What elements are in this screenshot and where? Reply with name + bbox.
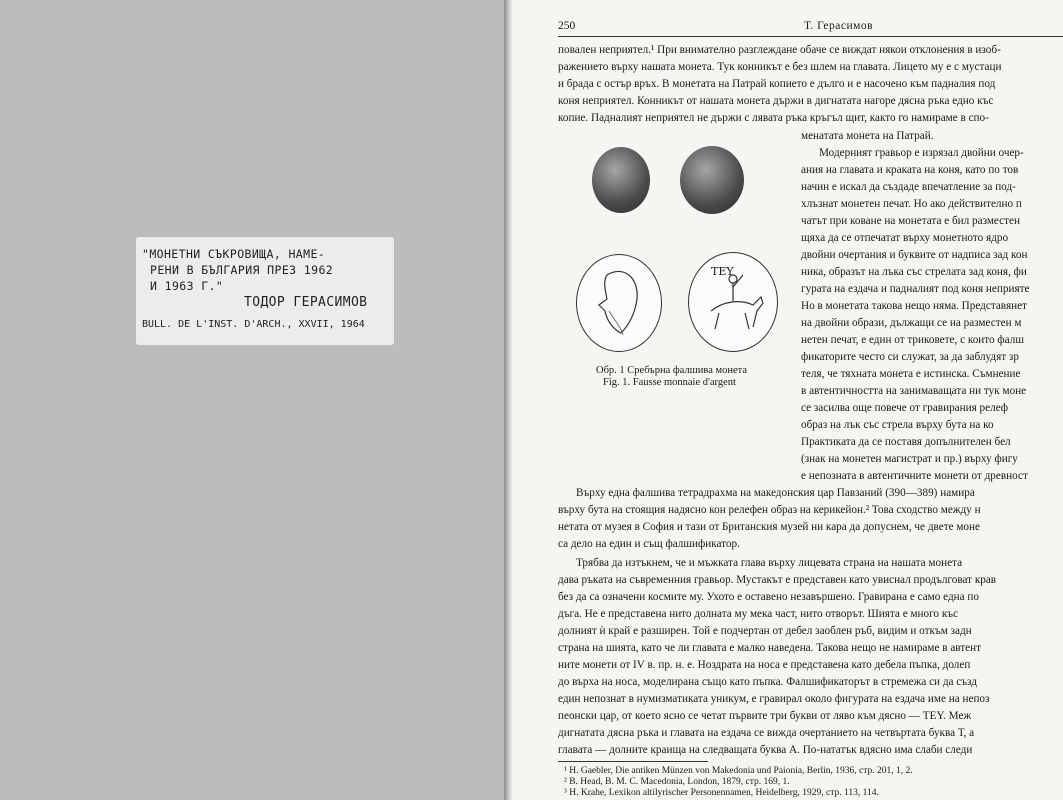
coin-inscription: ΤΕΥ [711, 265, 734, 278]
text-line: без да са означени космите му. Ухото е оставено незавършено. Гравирана е само една по [558, 591, 979, 603]
text-line: дава ръката на съвременния гравьор. Мустакът е представен като увиснал продълговат крав [558, 574, 997, 586]
text-line: е непозната в автентичните монети от древност [801, 470, 1028, 482]
coin-photo-obverse [592, 147, 650, 213]
text-line: ражението върху нашата монета. Тук конникът е без шлем на главата. Лицето му е с мустаци [558, 61, 1002, 73]
text-line: се засилва още повече от гравирания релеф [801, 402, 1009, 414]
text-line: коня неприятел. Конникът от нашата монета държи в дигнатата нагоре дясна ръка едно къс [558, 95, 994, 107]
text-line: нетата от музея в София и тази от Британския музей ни кара да допуснем, че двете моне [558, 521, 980, 533]
text-line: на двойни образи, дължащи се на разместен м [801, 317, 1022, 329]
text-line: образ на лък със стрела върху бута на ко [801, 419, 994, 431]
text-line: повален неприятел.¹ При внимателно разглеждане обаче се виждат някои отклонения в изоб- [558, 44, 1001, 56]
footnote-divider [558, 761, 708, 762]
text-line: Но в монетата такова нещо няма. Представянет [801, 300, 1027, 312]
page-number: 250 [558, 20, 576, 32]
label-author: ТОДОР ГЕРАСИМОВ [244, 295, 368, 310]
label-line-3: И 1963 Г." [150, 279, 224, 293]
text-line: (знак на монетен магистрат и пр.) върху фигу [801, 453, 1018, 465]
text-line: фикаторите често си служат, за да заблудят зр [801, 351, 1019, 363]
text-line: гурата на ездача и падналият под коня неприяте [801, 283, 1030, 295]
text-line: страна на шията, като че ли главата е малко наведена. Такова нещо не намираме в автент [558, 642, 982, 654]
footnote: ³ H. Krahe, Lexikon altilyrischer Personennamen, Heidelberg, 1929, стр. 113, 114. [564, 788, 879, 798]
label-line-2: РЕНИ В БЪЛГАРИЯ ПРЕЗ 1962 [150, 263, 334, 277]
text-line: в автентичността на занимаващата ни тук моне [801, 385, 1027, 397]
running-head-author: Т. Герасимов [804, 20, 874, 32]
text-line: долният ѝ край е разширен. Той е подчертан от дебел заоблен ръб, видим и откъм задн [558, 625, 972, 637]
text-line: теля, че тяхната монета е истинска. Съмнение [801, 368, 1021, 380]
right-page [512, 0, 1063, 800]
text-line: върху бута на стоящия надясно кон релефен образ на керикейон.² Това сходство между н [558, 504, 981, 516]
text-line: един непознат в нумизматиката уникум, е гравирал около фигурата на ездача име на непоз [558, 693, 990, 705]
text-line: чатът при коване на монетата е бил разместен [801, 215, 1020, 227]
left-page [0, 0, 508, 800]
text-line: главата — долните краища на следващата буква А. По-нататък вдясно има слаби следи [558, 744, 973, 756]
text-line: Трябва да изтъкнем, че и мъжката глава върху лицевата страна на нашата монета [576, 557, 963, 569]
text-line: менатата монета на Патрай. [801, 130, 934, 142]
text-line: ания на главата и краката на коня, като по тов [801, 164, 1019, 176]
head-drawing-icon [577, 255, 661, 351]
text-line: са дело на един и същ фалшификатор. [558, 538, 740, 550]
text-line: Практиката да се поставя допълнителен бел [801, 436, 1011, 448]
text-line: копие. Падналият неприятел не държи с лявата ръка кръгъл щит, както го намираме в спо- [558, 112, 989, 124]
footnote: ² B. Head, B. M. C. Macedonia, London, 1879, стр. 169, 1. [564, 777, 790, 787]
label-line-1: "МОНЕТНИ СЪКРОВИЩА, НАМЕ- [142, 247, 326, 261]
coin-drawing-obverse [576, 254, 662, 352]
text-line: щяха да се отпечатат върху монетното ядро [801, 232, 1009, 244]
text-line: ните монети от IV в. пр. н. е. Ноздрата на носа е представена като дебела пъпка, долеп [558, 659, 971, 671]
handwritten-label [136, 237, 394, 345]
label-source: BULL. DE L'INST. D'ARCH., XXVII, 1964 [142, 319, 365, 330]
text-line: до върха на носа, моделирана също като пъпка. Фалшификаторът в стремежа си да създ [558, 676, 977, 688]
footnote: ¹ H. Gaebler, Die antiken Münzen von Makedonia und Paionia, Berlin, 1936, стр. 201, 1, 2. [564, 766, 913, 776]
text-line: дигнатата дясна ръка и главата на ездача се вижда очертанието на четвъртата буква Т, а [558, 727, 975, 739]
text-line: дъга. Не е представена нито долната му мека част, нито отворът. Шията е много къс [558, 608, 959, 620]
text-line: начин е искал да създаде впечатление за под- [801, 181, 1016, 193]
text-line: ника, образът на лъка със стрелата зад коня, фи [801, 266, 1027, 278]
text-line: Върху една фалшива тетрадрахма на македонския цар Павзаний (390—389) намира [576, 487, 975, 499]
text-line: и брада с остър връх. В монетата на Патрай копието е дълго и е насочено към падналия под [558, 78, 996, 90]
text-line: Модерният гравьор е изрязал двойни очер- [819, 147, 1024, 159]
running-header [558, 20, 1063, 37]
figure-caption-fr: Fig. 1. Fausse monnaie d'argent [603, 377, 736, 388]
figure-caption-bg: Обр. 1 Сребърна фалшива монета [596, 365, 748, 376]
text-line: пеонски цар, от което ясно се четат първите три букви от ляво към дясно — ТЕY. Меж [558, 710, 972, 722]
coin-drawing-reverse [688, 252, 778, 352]
text-line: нетен печат, е един от триковете, с които фалш [801, 334, 1024, 346]
text-line: двойни очертания и буквите от надписа зад кон [801, 249, 1028, 261]
coin-photo-reverse [680, 146, 744, 214]
text-line: хлъзнат монетен печат. Но ако действително п [801, 198, 1022, 210]
